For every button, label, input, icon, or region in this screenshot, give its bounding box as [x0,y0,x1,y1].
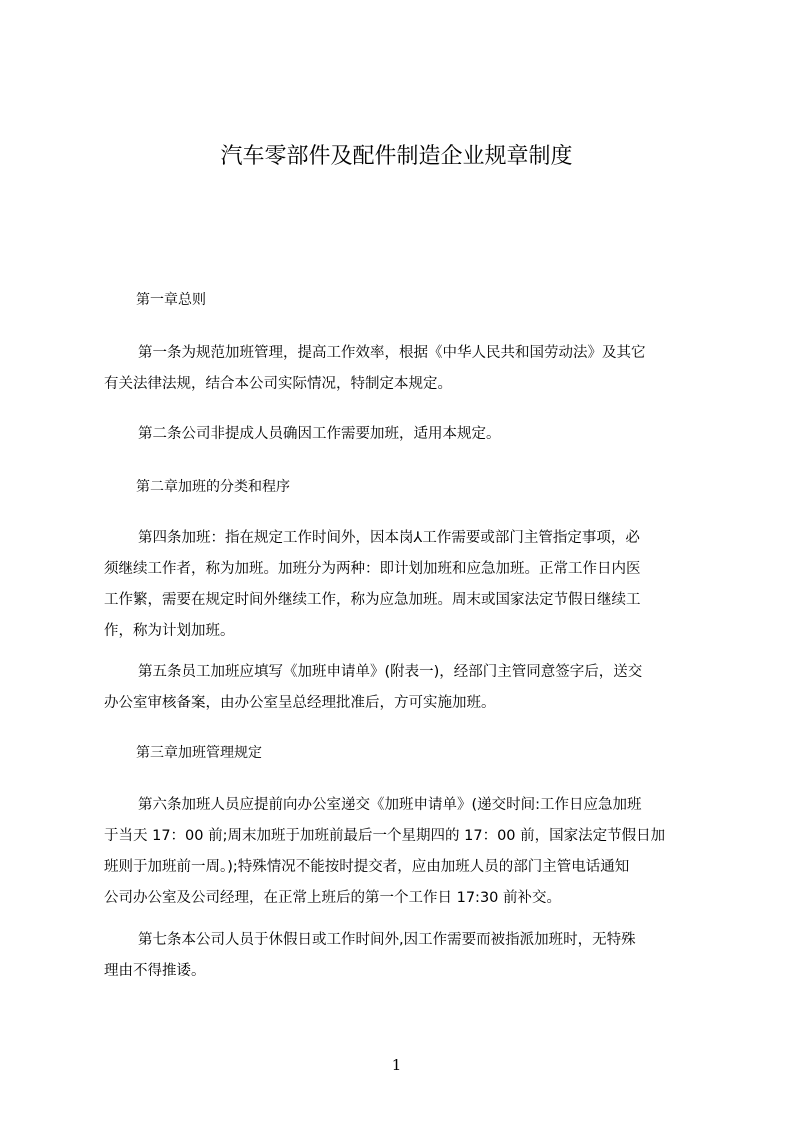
paragraph-line: 第四条加班：指在规定工作时间外，因本岗⅄工作需要或部门主管指定事项，必 [138,530,640,546]
paragraph-line: 第二条公司非提成人员确因工作需要加班，适用本规定。 [138,426,501,442]
paragraph-line: 第一条为规范加班管理，提高工作效率，根据《中华人民共和国劳动法》及其它 [138,345,646,361]
chapter-heading: 第一章总则 [136,292,206,308]
article-4-paragraph [104,523,701,647]
paragraph-line: 工作繁，需要在规定时间外继续工作，称为应急加班。周末或国家法定节假日继续工 [104,592,641,608]
paragraph-line: 第五条员工加班应填写《加班申请单》(附表一)，经部门主管同意签字后，送交 [138,664,643,680]
paragraph-line: 公司办公室及公司经理，在正常上班后的第一个工作日 17:30 前补交。 [104,890,562,906]
article-1-paragraph [104,338,701,400]
paragraph-line: 第六条加班人员应提前向办公室递交《加班申请单》(递交时间:工作日应急加班 [138,797,642,813]
paragraph-line: 作，称为计划加班。 [104,623,235,639]
page-number: 1 [391,1056,402,1074]
article-6-paragraph [104,790,701,914]
article-5-paragraph [104,657,701,719]
paragraph-line: 办公室审核备案，由办公室呈总经理批准后，方可实施加班。 [104,695,496,711]
paragraph-line: 第七条本公司人员于休假日或工作时间外,因工作需要而被指派加班时，无特殊 [138,932,636,948]
paragraph-line: 有关法律法规，结合本公司实际情况，特制定本规定。 [104,376,452,392]
paragraph-line: 理由不得推诿。 [104,963,206,979]
paragraph-line: 于当天 17：00 前;周末加班于加班前最后一个星期四的 17：00 前，国家法定节假日加 [104,828,666,844]
document-title: 汽车零部件及配件制造企业规章制度 [220,144,573,169]
chapter-heading: 第三章加班管理规定 [136,745,262,761]
paragraph-line: 班则于加班前一周。);特殊情况不能按时提交者，应由加班人员的部门主管电话通知 [104,859,630,875]
chapter-heading: 第二章加班的分类和程序 [136,479,290,495]
article-2-paragraph [104,419,701,450]
article-7-paragraph [104,925,701,987]
paragraph-line: 须继续工作者，称为加班。加班分为两种：即计划加班和应急加班。正常工作日内医 [104,561,641,577]
